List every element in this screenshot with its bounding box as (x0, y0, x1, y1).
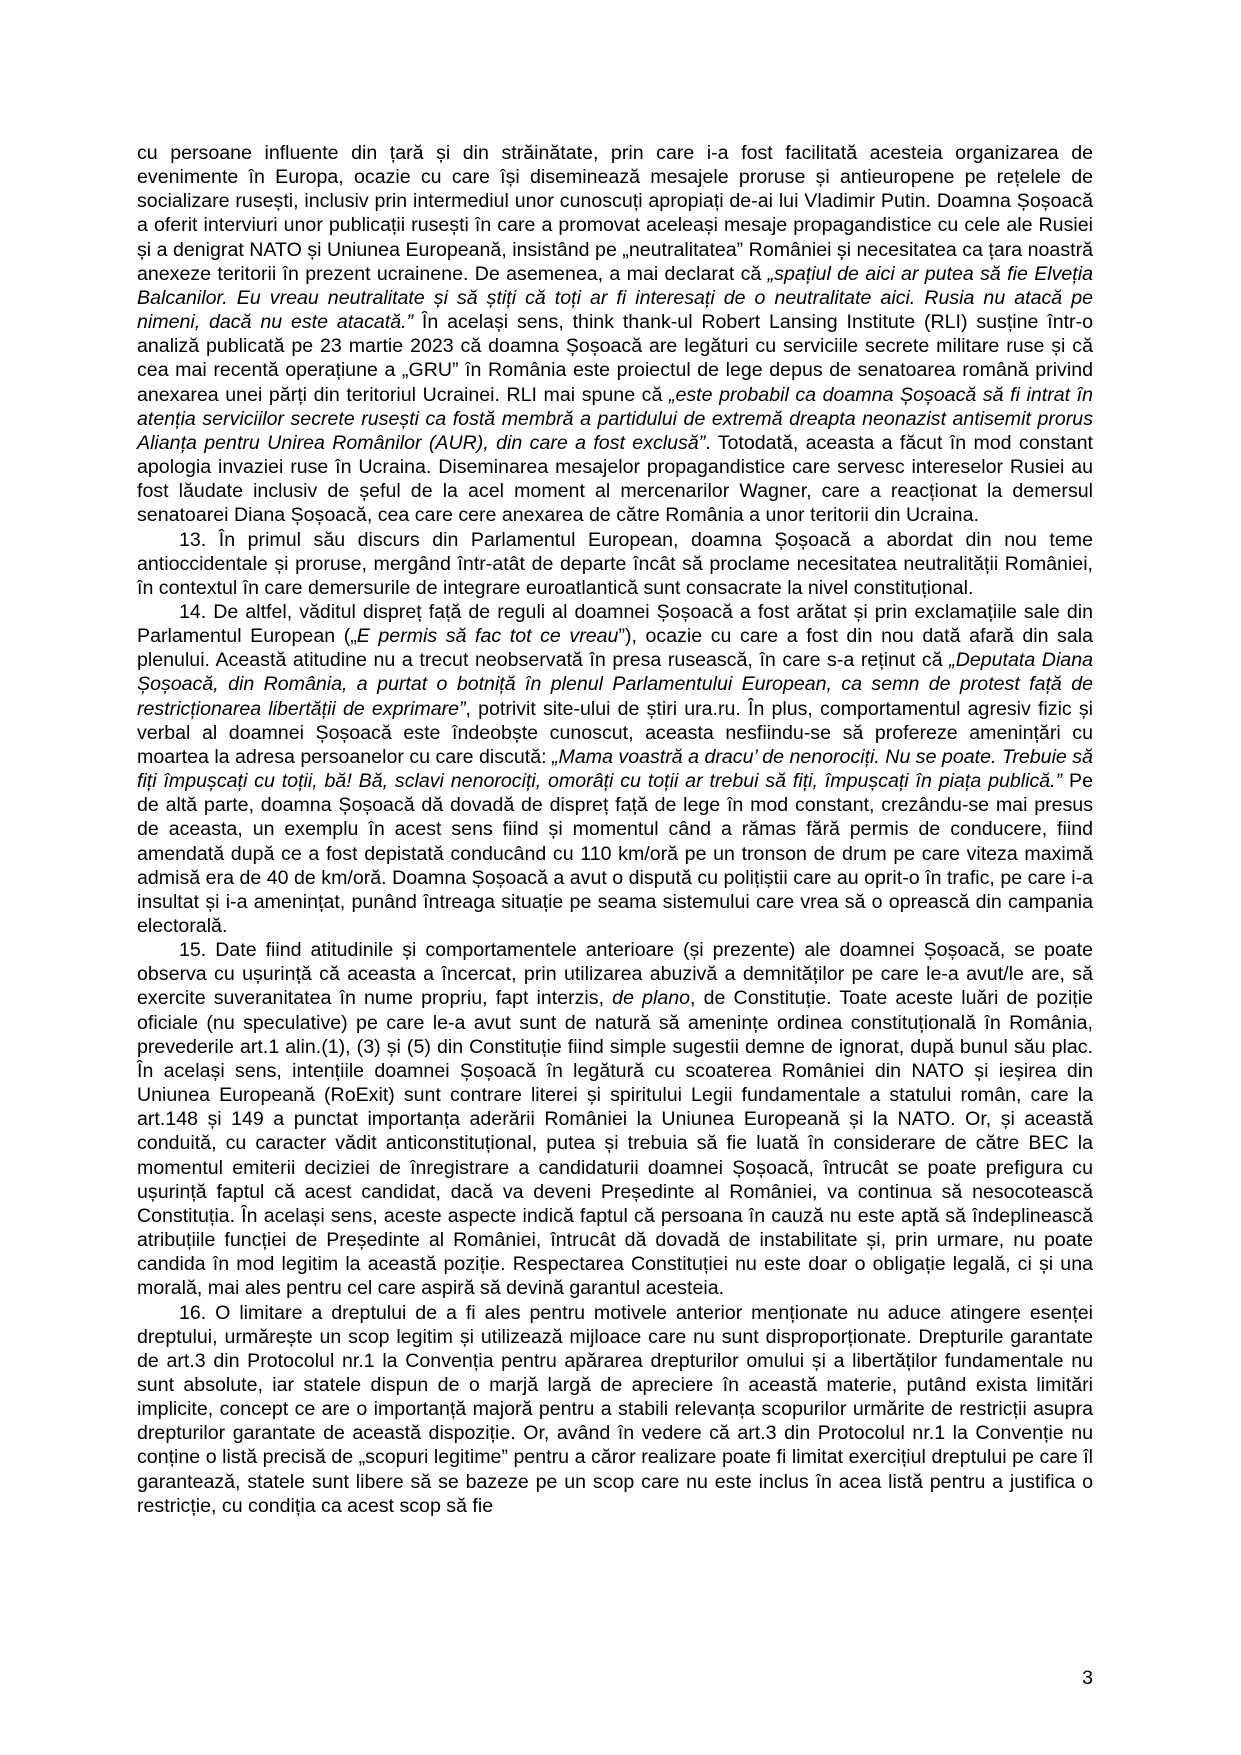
italic-text-run: „spațiul de aici ar putea să fie Elveția Balcanilor. Eu vreau neutralitate și să știți că toți ar fi interesați de o neutralitate aici. Rusia nu atacă pe nimeni, dacă nu este atacată.” (137, 262, 1094, 334)
italic-text-run: de plano (612, 987, 691, 1010)
text-run: 13. În primul său discurs din Parlamentul European, doamna Șoșoacă a abordat din nou teme antioccidentale și proruse, mergând într-atât de departe încât să proclame necesitatea neutralității României, în contextul în care demersurile de integrare euroatlantică sunt consacrate la nivel constituțional. (137, 528, 1093, 599)
paragraph (137, 528, 1093, 600)
text-run: , de Constituție. Toate aceste luări de poziție oficiale (nu speculative) pe care le-a avut sunt de natură să amenințe ordinea constituțională în România, prevederile art.1 alin.(1), (3) și (5) din Constituție fiind simple sugestii demne de ignorat, după bunul său plac. În același sens, intențiile doamnei Șoșoacă în legătură cu scoaterea României din NATO și ieșirea din Uniunea Europeană (RoExit) sunt contrare literei și spiritului Legii fundamentale a statului român, care la art.148 și 149 a punctat importanța aderării României la Uniunea Europeană și la NATO. Or, și această conduită, cu caracter vădit anticonstituțional, putea și trebuia să fie luată în considerare de către BEC la momentul emiterii deciziei de înregistrare a candidaturii doamnei Șoșoacă, întrucât se poate prefigura cu ușurință faptul că acest candidat, dacă va deveni Președinte al României, va continua să nesocotească Constituția. În același sens, aceste aspecte indică faptul că persoana în cauză nu este aptă să îndeplinească atribuțiile funcției de Președinte al României, întrucât dă dovadă de instabilitate și, prin urmare, nu poate candida în mod legitim la această poziție. Respectarea Constituției nu este doar o obligație legală, ci și una morală, mai ales pentru cel care aspiră să devină garantul acesteia. (137, 987, 1093, 1300)
text-run: 16. O limitare a dreptului de a fi ales pentru motivele anterior menționate nu aduce atingere esenței dreptului, urmărește un scop legitim și utilizează mijloace care nu sunt disproporționate. Drepturile garantate de art.3 din Protocolul nr.1 la Convenția pentru apărarea drepturilor omului și a libertăților fundamentale nu sunt absolute, iar statele dispun de o marjă largă de apreciere în această materie, putând exista limitări implicite, concept ce are o importanță majoră pentru a stabili relevanța scopurilor urmărite de restricții asupra drepturilor garantate de această dispoziție. Or, având în vedere că art.3 din Protocolul nr.1 la Convenție nu conține o listă precisă de „scopuri legitime” pentru a căror realizare poate fi limitat exercițiul dreptului pe care îl garantează, statele sunt libere să se bazeze pe un scop care nu este inclus în acea listă pentru a justifica o restricție, cu condiția ca acest scop să fie (137, 1301, 1093, 1517)
text-run: Pe de altă parte, doamna Șoșoacă dă dovadă de dispreț față de lege în mod constant, crezându-se mai presus de aceasta, un exemplu în acest sens fiind și momentul când a rămas fără permis de conducere, fiind amendată după ce a fost depistată conducând cu 110 km/oră pe un tronson de drum pe care viteza maximă admisă era de 40 de km/oră. Doamna Șoșoacă a avut o dispută cu polițiștii care au oprit-o în trafic, pe care i-a insultat și i-a amenințat, punând întreaga situație pe seama sistemului care vrea să o oprească din campania electorală. (137, 770, 1093, 937)
text-run: . Totodată, aceasta a făcut în mod constant apologia invaziei ruse în Ucraina. Diseminarea mesajelor propagandistice care servesc intereselor Rusiei au fost lăudate inclusiv de șeful de la acel moment al mercenarilor Wagner, care a reacționat la demersul senatoarei Diana Șoșoacă, cea care cere anexarea de către România a unor teritorii din Ucraina. (137, 431, 1093, 527)
document-body (137, 141, 1093, 1518)
text-run: În același sens, think thank-ul Robert Lansing Institute (RLI) susține într-o analiză publicată pe 23 martie 2023 că doamna Șoșoacă are legături cu serviciile secrete militare ruse și că cea mai recentă operațiune a „GRU” în România este proiectul de lege depus de senatoarea română privind anexarea unei părți din teritoriul Ucrainei. RLI mai spune că (137, 311, 1094, 406)
paragraph (137, 1301, 1093, 1518)
italic-text-run: „Mama voastră a dracu’ de nenorociți. Nu se poate. Trebuie să fiți împușcați cu toții, bă! Bă, sclavi nenorociți, omorâți cu toții ar trebui să fiți, împușcați în piața publică.” (137, 745, 1093, 793)
text-run: ”), ocazie cu care a fost din nou dată afară din sala plenului. Această atitudine nu a trecut neobservată în presa rusească, în care s-a reținut că (137, 625, 1093, 672)
text-run: , potrivit site-ului de știri ura.ru. În plus, comportamentul agresiv fizic și verbal al doamnei Șoșoacă este îndeobște cunoscut, aceasta nesfiindu-se să profereze amenințări cu moartea la adresa persoanelor cu care discută: (137, 697, 1094, 768)
paragraph (137, 141, 1093, 528)
text-run: cu persoane influente din țară și din străinătate, prin care i-a fost facilitată acesteia organizarea de evenimente în Europa, ocazie cu care își diseminează mesajele proruse și antieuropene pe rețelele de socializare rusești, inclusiv prin intermediul unor cunoscuți apropiați de-ai lui Vladimir Putin. Doamna Șoșoacă a oferit interviuri unor publicații rusești în care a promovat aceleași mesaje propagandistice cu cele ale Rusiei și a denigrat NATO și Uniunea Europeană, insistând pe „neutralitatea” României și necesitatea ca țara noastră anexeze teritorii în prezent ucrainene. De asemenea, a mai declarat că (137, 142, 1093, 285)
italic-text-run: E permis să fac tot ce vreau (356, 625, 619, 648)
paragraph (137, 938, 1093, 1300)
text-run: 15. Date fiind atitudinile și comportamentele anterioare (și prezente) ale doamnei Șoșoacă, se poate observa cu ușurință că aceasta a încercat, prin utilizarea abuzivă a demnităților pe care le-a avut/le are, să exercite suveranitatea în nume propriu, fapt interzis, (137, 939, 1093, 1010)
italic-text-run: „este probabil ca doamna Șoșoacă să fi intrat în atenția serviciilor secrete rusești ca fostă membră a partidului de extremă dreapta neonazist antisemit prorus Alianța pentru Unirea Românilor (AUR), din care a fost exclusă” (137, 383, 1093, 454)
italic-text-run: „Deputata Diana Șoșoacă, din România, a purtat o botniță în plenul Parlamentului European, ca semn de protest față de restricționarea libertății de exprimare” (137, 649, 1093, 720)
paragraph (137, 600, 1093, 938)
text-run: 14. De altfel, văditul dispreț față de reguli al doamnei Șoșoacă a fost arătat și prin exclamațiile sale din Parlamentul European („ (137, 600, 1093, 648)
page-number: 3 (1082, 1667, 1093, 1689)
